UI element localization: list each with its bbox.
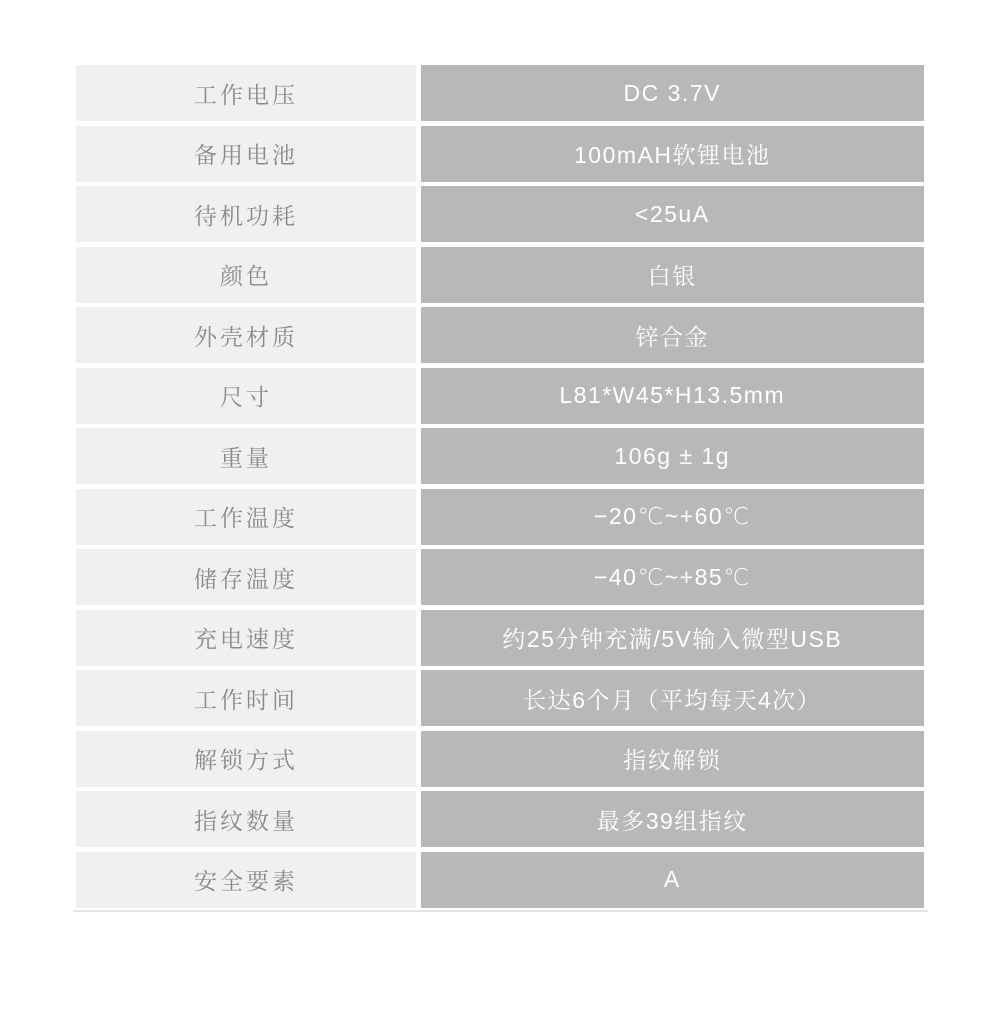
spec-value: 106g ± 1g bbox=[421, 428, 925, 484]
spec-label: 充电速度 bbox=[76, 610, 416, 666]
spec-value: A bbox=[421, 852, 925, 908]
table-row bbox=[76, 791, 924, 847]
spec-label: 解锁方式 bbox=[76, 731, 416, 787]
spec-value: 指纹解锁 bbox=[421, 731, 925, 787]
table-row bbox=[76, 610, 924, 666]
bottom-divider bbox=[73, 910, 928, 912]
spec-label: 尺寸 bbox=[76, 368, 416, 424]
spec-value: 长达6个月（平均每天4次） bbox=[421, 670, 925, 726]
table-row bbox=[76, 852, 924, 908]
spec-label: 备用电池 bbox=[76, 126, 416, 182]
table-row bbox=[76, 186, 924, 242]
spec-value: 最多39组指纹 bbox=[421, 791, 925, 847]
table-row bbox=[76, 428, 924, 484]
spec-value: DC 3.7V bbox=[421, 65, 925, 121]
spec-label: 工作电压 bbox=[76, 65, 416, 121]
table-row bbox=[76, 247, 924, 303]
spec-label: 储存温度 bbox=[76, 549, 416, 605]
table-row bbox=[76, 307, 924, 363]
spec-value: −40℃~+85℃ bbox=[421, 549, 925, 605]
table-row bbox=[76, 549, 924, 605]
spec-label: 待机功耗 bbox=[76, 186, 416, 242]
spec-label: 指纹数量 bbox=[76, 791, 416, 847]
table-row bbox=[76, 126, 924, 182]
spec-label: 外壳材质 bbox=[76, 307, 416, 363]
spec-value: 锌合金 bbox=[421, 307, 925, 363]
spec-value: 100mAH软锂电池 bbox=[421, 126, 925, 182]
spec-table bbox=[76, 65, 924, 908]
table-row bbox=[76, 65, 924, 121]
spec-label: 颜色 bbox=[76, 247, 416, 303]
table-row bbox=[76, 489, 924, 545]
spec-value: L81*W45*H13.5mm bbox=[421, 368, 925, 424]
spec-value: 白银 bbox=[421, 247, 925, 303]
table-row bbox=[76, 368, 924, 424]
spec-label: 安全要素 bbox=[76, 852, 416, 908]
spec-label: 工作温度 bbox=[76, 489, 416, 545]
spec-label: 工作时间 bbox=[76, 670, 416, 726]
table-row bbox=[76, 670, 924, 726]
spec-value: <25uA bbox=[421, 186, 925, 242]
spec-value: 约25分钟充满/5V输入微型USB bbox=[421, 610, 925, 666]
table-row bbox=[76, 731, 924, 787]
spec-value: −20℃~+60℃ bbox=[421, 489, 925, 545]
spec-label: 重量 bbox=[76, 428, 416, 484]
